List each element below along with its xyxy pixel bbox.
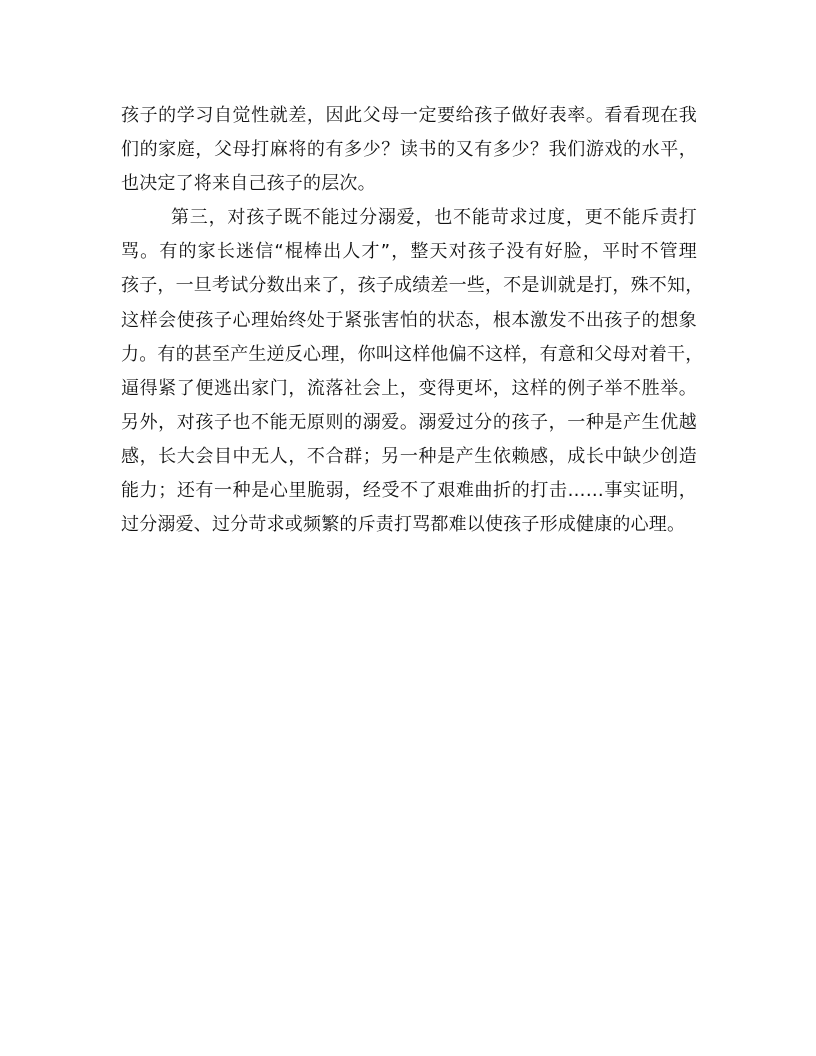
text-line: 感，长大会目中无人，不合群；另一种是产生依赖感，成长中缺少创造 — [121, 445, 697, 467]
text-line: 也决定了将来自己孩子的层次。 — [121, 173, 376, 195]
text-line: 们的家庭，父母打麻将的有多少？读书的又有多少？我们游戏的水平， — [121, 139, 697, 161]
text-line: 孩子的学习自觉性就差，因此父母一定要给孩子做好表率。看看现在我 — [121, 105, 697, 126]
text-line: 逼得紧了便逃出家门，流落社会上，变得更坏，这样的例子举不胜举。 — [121, 377, 697, 399]
text-line: 过分溺爱、过分苛求或频繁的斥责打骂都难以使孩子形成健康的心理。 — [121, 514, 686, 536]
body-text — [121, 99, 704, 542]
paragraph-start-line: 第三，对孩子既不能过分溺爱，也不能苛求过度，更不能斥责打 — [171, 207, 697, 229]
text-line: 孩子，一旦考试分数出来了，孩子成绩差一些，不是训就是打，殊不知， — [121, 275, 704, 297]
text-line: 这样会使孩子心理始终处于紧张害怕的状态，根本激发不出孩子的想象 — [121, 309, 697, 331]
text-line: 骂。有的家长迷信“棍棒出人才”，整天对孩子没有好脸，平时不管理 — [121, 241, 697, 263]
text-line: 力。有的甚至产生逆反心理，你叫这样他偏不这样，有意和父母对着干， — [121, 343, 704, 365]
text-line: 能力；还有一种是心里脆弱，经受不了艰难曲折的打击……事实证明， — [121, 480, 697, 502]
text-line: 另外，对孩子也不能无原则的溺爱。溺爱过分的孩子，一种是产生优越 — [121, 411, 697, 433]
